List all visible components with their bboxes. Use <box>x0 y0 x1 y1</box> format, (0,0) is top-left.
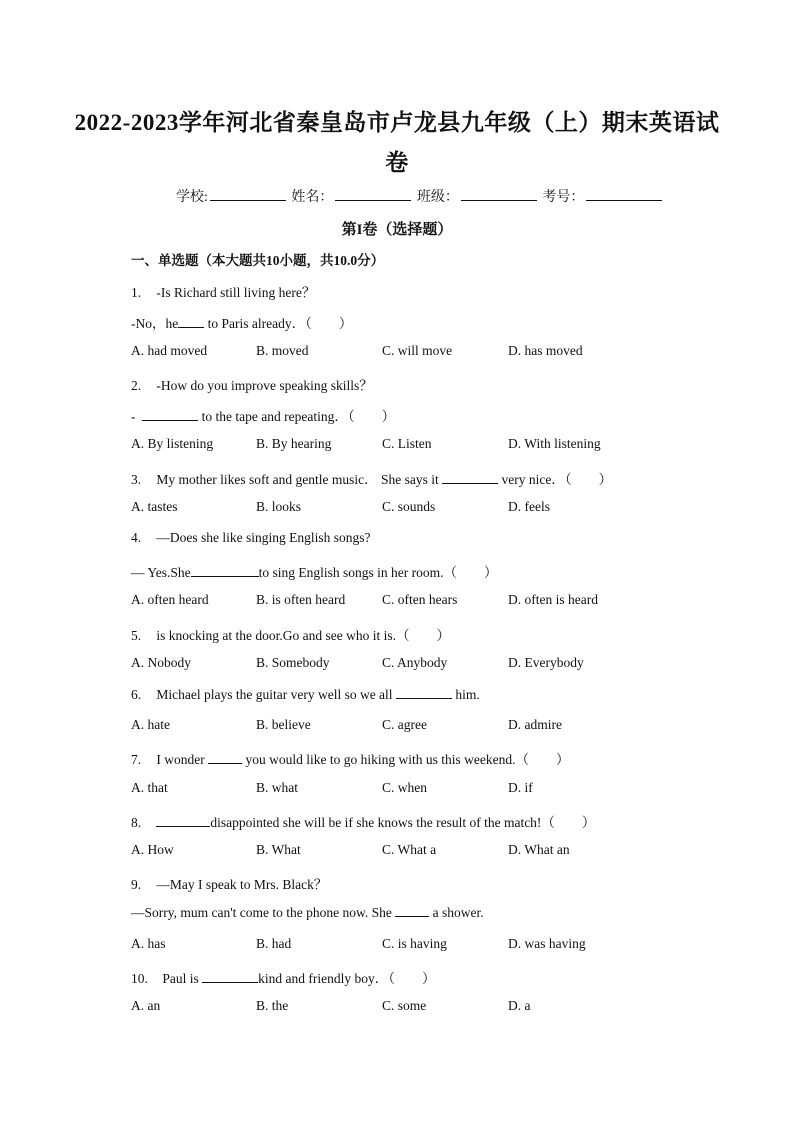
question-3-option-d[interactable]: D. feels <box>508 499 550 514</box>
question-text: My mother likes soft and gentle music． She says it <box>156 472 439 487</box>
question-1-option-d[interactable]: D. has moved <box>508 343 583 358</box>
question-number: 5. <box>131 628 142 643</box>
question-number: 2. <box>131 378 142 393</box>
exam-number-label: 考号： <box>542 190 585 205</box>
question-5-stem <box>131 624 450 644</box>
question-6-option-b[interactable]: B. believe <box>256 717 311 732</box>
part-title: 一、单选题（本大题共10小题，共10.0分） <box>131 253 385 268</box>
answer-blank[interactable] <box>178 315 204 328</box>
question-number: 9. <box>131 877 142 892</box>
question-8-option-b[interactable]: B. What <box>256 842 301 857</box>
answer-blank[interactable] <box>202 970 258 983</box>
question-2-stem <box>131 374 373 394</box>
question-8-option-c[interactable]: C. What a <box>382 842 437 857</box>
question-4-option-a[interactable]: A. often heard <box>131 592 209 607</box>
class-label: 班级： <box>416 190 459 205</box>
question-2-option-a[interactable]: A. By listening <box>131 436 214 451</box>
question-4-answer-line <box>131 561 498 581</box>
exam-title: 2022-2023学年河北省秦皇岛市卢龙县九年级（上）期末英语试 <box>74 110 720 135</box>
question-4-option-b[interactable]: B. is often heard <box>256 592 346 607</box>
question-10-option-a[interactable]: A. an <box>131 998 161 1013</box>
question-8-stem <box>131 811 595 831</box>
question-9-answer-line <box>131 904 484 921</box>
question-text: disappointed she will be if she knows the result of the match!（ ） <box>210 815 596 830</box>
question-5-option-c[interactable]: C. Anybody <box>382 655 448 670</box>
question-text: to the tape and repeating．（ ） <box>201 409 396 424</box>
question-number: 10. <box>131 971 148 986</box>
exam-number-blank[interactable] <box>586 188 662 201</box>
question-3-option-a[interactable]: A. tastes <box>131 499 178 514</box>
question-4-option-d[interactable]: D. often is heard <box>508 592 598 607</box>
question-number: 8. <box>131 815 142 830</box>
question-2-option-b[interactable]: B. By hearing <box>256 436 332 451</box>
question-3-option-c[interactable]: C. sounds <box>382 499 436 514</box>
question-3-option-b[interactable]: B. looks <box>256 499 302 514</box>
question-text: you would like to go hiking with us this weekend.（ ） <box>245 752 570 767</box>
question-1-option-a[interactable]: A. had moved <box>131 343 208 358</box>
question-6-option-d[interactable]: D. admire <box>508 717 562 732</box>
question-2-option-c[interactable]: C. Listen <box>382 436 432 451</box>
class-blank[interactable] <box>461 188 537 201</box>
answer-blank[interactable] <box>442 471 498 484</box>
school-blank[interactable] <box>210 188 286 201</box>
question-number: 6. <box>131 687 142 702</box>
question-7-stem <box>131 748 569 768</box>
question-4-stem <box>131 530 371 546</box>
answer-blank[interactable] <box>395 904 429 917</box>
answer-blank[interactable] <box>396 686 452 699</box>
question-text: -Is Richard still living here？ <box>156 285 316 300</box>
question-7-option-c[interactable]: C. when <box>382 780 427 795</box>
question-6-option-c[interactable]: C. agree <box>382 717 427 732</box>
question-number: 7. <box>131 752 142 767</box>
question-5-option-d[interactable]: D. Everybody <box>508 655 584 670</box>
question-10-option-c[interactable]: C. some <box>382 998 427 1013</box>
question-text: I wonder <box>156 752 205 767</box>
question-text: —Does she like singing English songs? <box>156 530 371 545</box>
question-1-answer-line <box>131 312 352 332</box>
question-1-stem <box>131 281 315 301</box>
answer-blank[interactable] <box>191 564 259 577</box>
question-5-option-a[interactable]: A. Nobody <box>131 655 191 670</box>
name-label: 姓名： <box>291 190 334 205</box>
question-text: him. <box>455 687 480 702</box>
question-5-option-b[interactable]: B. Somebody <box>256 655 330 670</box>
question-6-stem <box>131 686 480 703</box>
school-label: 学校: <box>176 190 208 205</box>
question-text: —Sorry, mum can't come to the phone now. She <box>131 905 392 920</box>
question-1-option-b[interactable]: B. moved <box>256 343 309 358</box>
question-2-option-d[interactable]: D. With listening <box>508 436 601 451</box>
question-7-option-d[interactable]: D. if <box>508 780 533 795</box>
question-number: 3. <box>131 472 142 487</box>
question-text: very nice．（ ） <box>501 472 613 487</box>
question-9-option-d[interactable]: D. was having <box>508 936 586 951</box>
question-7-option-a[interactable]: A. that <box>131 780 168 795</box>
student-info-row <box>176 186 664 206</box>
question-10-stem <box>131 967 436 987</box>
question-text: is knocking at the door.Go and see who it is.（ ） <box>156 628 450 643</box>
question-9-option-c[interactable]: C. is having <box>382 936 447 951</box>
answer-blank[interactable] <box>142 408 198 421</box>
section-title: 第I卷（选择题） <box>341 222 453 238</box>
name-blank[interactable] <box>335 188 411 201</box>
question-8-option-d[interactable]: D. What an <box>508 842 570 857</box>
answer-blank[interactable] <box>208 751 242 764</box>
question-10-option-b[interactable]: B. the <box>256 998 289 1013</box>
question-3-stem <box>131 468 612 488</box>
exam-title-continued: 卷 <box>385 150 409 175</box>
question-text: kind and friendly boy．（ ） <box>258 971 436 986</box>
question-text: to sing English songs in her room.（ ） <box>258 565 498 580</box>
question-number: 4. <box>131 530 142 545</box>
question-9-option-a[interactable]: A. has <box>131 936 166 951</box>
question-6-option-a[interactable]: A. hate <box>131 717 170 732</box>
question-8-option-a[interactable]: A. How <box>131 842 174 857</box>
question-9-stem <box>131 873 327 893</box>
question-text: to Paris already．（ ） <box>207 316 353 331</box>
question-text: —May I speak to Mrs. Black？ <box>156 877 328 892</box>
question-text: - <box>131 409 136 424</box>
question-10-option-d[interactable]: D. a <box>508 998 531 1013</box>
question-4-option-c[interactable]: C. often hears <box>382 592 458 607</box>
question-1-option-c[interactable]: C. will move <box>382 343 453 358</box>
question-text: Paul is <box>162 971 199 986</box>
question-text: Michael plays the guitar very well so we all <box>156 687 393 702</box>
question-9-option-b[interactable]: B. had <box>256 936 292 951</box>
question-text: — Yes.She <box>131 565 191 580</box>
answer-blank[interactable] <box>156 814 210 827</box>
question-text: -How do you improve speaking skills？ <box>156 378 373 393</box>
question-7-option-b[interactable]: B. what <box>256 780 298 795</box>
question-text: a shower. <box>432 905 484 920</box>
question-number: 1. <box>131 285 142 300</box>
question-text: -No，he <box>131 316 179 331</box>
question-2-answer-line <box>131 405 395 425</box>
